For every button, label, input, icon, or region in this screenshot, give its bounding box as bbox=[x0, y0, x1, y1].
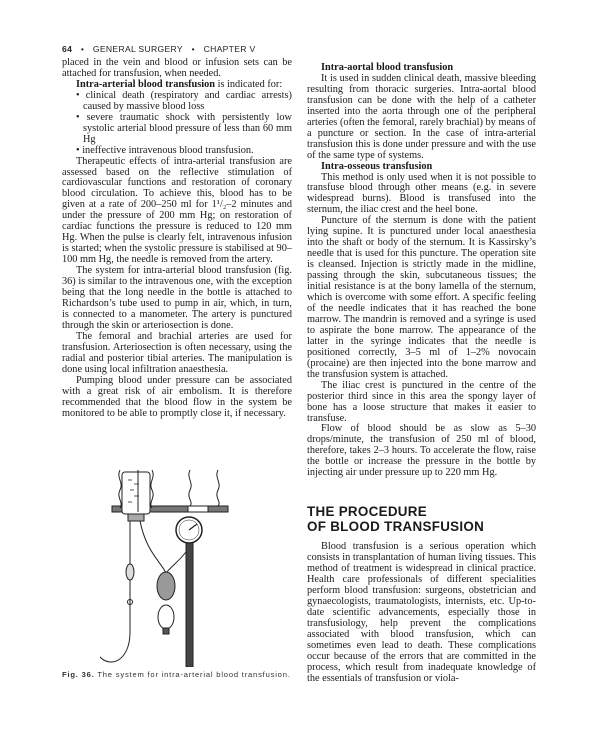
richardson-bulb bbox=[157, 572, 175, 600]
header-section: GENERAL SURGERY bbox=[92, 44, 183, 54]
section-title-line: OF BLOOD TRANSFUSION bbox=[307, 519, 485, 535]
paragraph: Puncture of the sternum is done with the patient lying supine. It is punctured under local anaesthesia into the shaft or body of the sternum. It is Kassirsky’s needle that is used for this puncture. The operation site is cleansed. Injection is strictly made in the midline, passing through the skin, subcutaneous tissues; the initial resistance is at the bony lamella of the sternum, which is overcome with some effort. A specific feeling of the needle indicates that it has reached the bone marrow. The mandrin is removed and a syringe is used to aspirate the bone marrow. The appearance of the latter in the syringe indicates that the needle is positioned correctly, 3–5 ml of 1–2% novocain (procaine) are then injected into the bone marrow and the transfusion system is attached. bbox=[307, 215, 536, 380]
paragraph: Flow of blood should be as slow as 5–30 drops/minute, the transfusion of 250 ml of blood, therefore, takes 2–3 hours. To accelerate the flow, raise the bottle or increase the pressure in the bottle by injecting air under pressure up to 220 mm Hg. bbox=[307, 423, 536, 479]
page-number: 64 bbox=[62, 44, 73, 54]
right-column bbox=[307, 63, 536, 685]
bottle-cap bbox=[128, 514, 144, 521]
header-bullet: • bbox=[191, 44, 195, 54]
subheading-intra-aortal: Intra-aortal blood transfusion bbox=[321, 62, 454, 73]
figure-36-illustration bbox=[100, 462, 260, 667]
running-header bbox=[62, 44, 261, 54]
section-title-line: THE PROCEDURE bbox=[307, 504, 427, 520]
figure-caption bbox=[62, 670, 292, 680]
intro-text: is indicated for: bbox=[215, 78, 283, 90]
list-item: • severe traumatic shock with persistently low systolic arterial blood pressure of less than 60 mm Hg bbox=[76, 113, 292, 146]
section-title bbox=[307, 504, 536, 534]
paragraph: It is used in sudden clinical death, massive bleeding resulting from thoracic surgeries. Intra-aortal blood transfusion can be done with the help of a catheter inserted into the aorta through one of the peripheral arteries (often the femoral, rarely brachial) by means of a puncture or section. In the case of intra-arterial transfusion this is done under pressure and with the use of the same type of systems. bbox=[307, 72, 536, 161]
paragraph: This method is only used when it is not possible to transfuse blood through other means (e.g. in severe widespread burns). Blood is transfused into the sternum, the iliac crest and the heel bone. bbox=[307, 171, 536, 216]
drip-chamber bbox=[126, 564, 134, 580]
subheading: Intra-arterial blood transfusion bbox=[76, 78, 216, 90]
paragraph: Blood transfusion is a serious operation which consists in transplantation of human living tissues. This method of treatment is widespread in clinical practice. Health care professionals of different specialities perform blood transfusion: surgeons, obstetrician and gynaecologists, traumatologists, internists, etc. Up-to-date scientific advancements, especially those in transfusiology, help prevent the complications associated with blood transfusion, which can sometimes even lead to death. These complications occur because of the errors that are committed in the process, which result from inadequate knowledge of the essentials of transfusion or viola- bbox=[307, 541, 536, 684]
paragraph: The iliac crest is punctured in the centre of the posterior third since in this area the spongy layer of bone has a loose structure that makes it easier to transfuse. bbox=[307, 379, 536, 424]
header-chapter: CHAPTER V bbox=[203, 44, 256, 54]
paragraph: The femoral and brachial arteries are used for transfusion. Arteriosection is often necessary, using the radial and posterior tibial arteries. The manipulation is done using local infiltration anaesthesia. bbox=[62, 330, 292, 375]
left-column bbox=[62, 58, 292, 419]
figure-label: Fig. 36. bbox=[62, 670, 95, 679]
paragraph: The system for intra-arterial blood transfusion (fig. 36) is similar to the intravenous one, with the exception being that the long needle in the bottle is attached to Richardson’s tube used to pump in air, which, in turn, is connected to a manometer. The artery is punctured through the skin or arteriosection is done. bbox=[62, 265, 292, 331]
paragraph: Therapeutic effects of intra-arterial transfusion are assessed based on the reflective stimulation of cardiovascular functions and restoration of coronary blood circulation. To achieve this, blood has to be given at a rate of 200–250 ml for 1¹/₂–2 minutes and under the pressure of 200 mm Hg; on restoration of cardiac functions the pressure is reduced to 120 mm Hg. When the pulse is clearly felt, intravenous infusion is started; when the systolic pressure is stabilised at 90–100 mm Hg, the needle is removed from the artery. bbox=[62, 155, 292, 266]
caption-text: The system for intra-arterial blood transfusion. bbox=[94, 670, 291, 679]
header-bullet: • bbox=[80, 44, 85, 54]
list-item: • ineffective intravenous blood transfusion. bbox=[76, 146, 292, 157]
stand-pole bbox=[186, 543, 193, 667]
subheading-intra-osseous: Intra-osseous transfusion bbox=[321, 160, 433, 172]
bottle bbox=[122, 472, 150, 514]
list-item: • clinical death (respiratory and cardiac arrests) caused by massive blood loss bbox=[76, 91, 292, 113]
paragraph: Pumping blood under pressure can be associated with a great risk of air embolism. It is therefore recommended that the blood flow in the system be monitored to be able to promptly close it, if necessary. bbox=[62, 374, 292, 419]
paragraph: placed in the vein and blood or infusion sets can be attached for transfusion, when needed. bbox=[62, 57, 292, 79]
indications-list bbox=[62, 91, 292, 157]
